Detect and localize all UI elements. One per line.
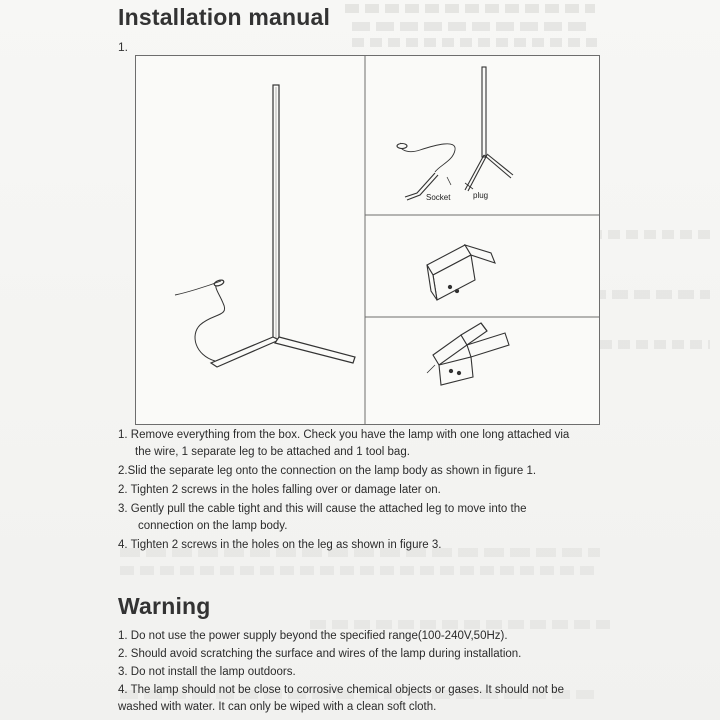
warning-line: 2. Should avoid scratching the surface and wires of the lamp during installation. — [118, 648, 522, 660]
warning-line: 3. Do not install the lamp outdoors. — [118, 666, 296, 678]
figure-frame — [136, 56, 600, 425]
socket-label: Socket — [426, 193, 451, 202]
step-number: 1. — [118, 40, 129, 54]
warning-line: 4. The lamp should not be close to corrosive chemical objects or gases. It should not be — [118, 684, 564, 696]
page-title: Installation manual — [118, 4, 331, 30]
instruction-line: 4. Tighten 2 screws in the holes on the leg as shown in figure 3. — [118, 539, 442, 551]
warning-title: Warning — [118, 593, 211, 619]
instruction-line: 2.Slid the separate leg onto the connection on the lamp body as shown in figure 1. — [118, 465, 537, 477]
instruction-line: the wire, 1 separate leg to be attached and 1 tool bag. — [135, 446, 410, 458]
instruction-line: 2. Tighten 2 screws in the holes falling over or damage later on. — [118, 484, 441, 496]
warning-line: 1. Do not use the power supply beyond the specified range(100-240V,50Hz). — [118, 630, 508, 642]
installation-diagram — [135, 55, 600, 425]
instruction-line: 1. Remove everything from the box. Check you have the lamp with one long attached via — [118, 429, 570, 441]
instruction-line: 3. Gently pull the cable tight and this will cause the attached leg to move into the — [118, 503, 527, 515]
instruction-line: connection on the lamp body. — [138, 520, 288, 532]
plug-label: plug — [473, 191, 489, 200]
warning-line: washed with water. It can only be wiped with a clean soft cloth. — [118, 701, 437, 713]
installation-figure — [135, 55, 600, 425]
